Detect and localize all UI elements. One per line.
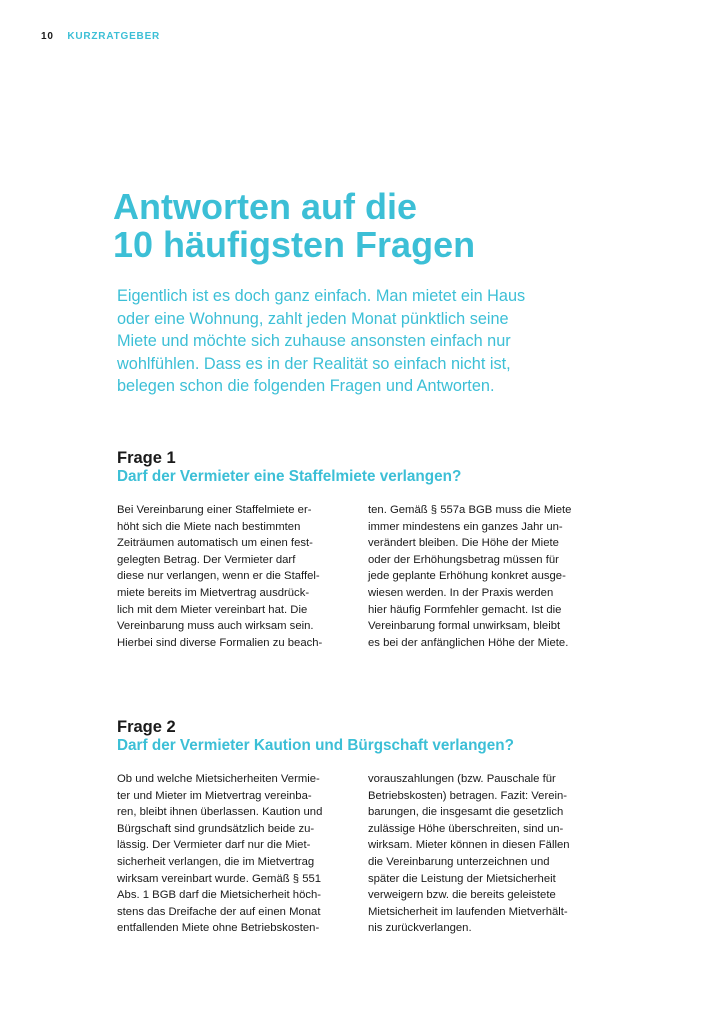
answer-line: es bei der anfänglichen Höhe der Miete. [368,636,569,649]
answer-line: Vereinbarung formal unwirksam, bleibt [368,620,561,633]
answer-line: zulässige Höhe überschreiten, sind un- [368,822,564,835]
answer-line: vorauszahlungen (bzw. Pauschale für [368,773,556,785]
answer-line: jede geplante Erhöhung konkret ausge- [368,570,566,583]
page-title-line: Antworten auf die [113,186,417,227]
answer-line: lich mit dem Mieter vereinbart hat. Die [117,603,308,616]
answer-line: Bürgschaft sind grundsätzlich beide zu- [117,822,315,835]
answer-line: später die Leistung der Mietsicherheit [368,872,556,885]
question-2-answer-column-left [117,771,353,937]
intro-paragraph [117,285,597,398]
running-header [41,31,160,42]
answer-line: immer mindestens ein ganzes Jahr un- [368,520,563,533]
answer-line: Abs. 1 BGB darf die Mietsicherheit höch- [117,889,322,902]
question-1-label: Frage 1 [117,449,176,467]
answer-line: lässig. Der Vermieter darf nur die Miet- [117,839,311,852]
answer-line: höht sich die Miete nach bestimmten [117,520,301,533]
answer-line: wiesen werden. In der Praxis werden [368,586,554,599]
answer-line: gelegten Betrag. Der Vermieter darf [117,553,296,566]
intro-line: Eigentlich ist es doch ganz einfach. Man mietet ein Haus [117,287,526,305]
answer-line: nis zurückverlangen. [368,922,472,935]
answer-line: wirksam vereinbart wurde. Gemäß § 551 [117,872,322,885]
answer-line: oder der Erhöhungsbetrag müssen für [368,553,559,566]
question-2-heading: Darf der Vermieter Kaution und Bürgschaft verlangen? [117,737,514,754]
answer-line: die Vereinbarung unterzeichnen und [368,855,550,868]
answer-line: Mietsicherheit im laufenden Mietverhält- [368,905,568,918]
page-title [113,188,673,264]
answer-line: Ob und welche Mietsicherheiten Vermie- [117,773,320,785]
answer-line: Vereinbarung muss auch wirksam sein. [117,620,314,633]
intro-line: belegen schon die folgenden Fragen und Antworten. [117,377,495,395]
answer-line: Betriebskosten) betragen. Fazit: Verein- [368,789,568,802]
answer-line: wirksam. Mieter können in diesen Fällen [368,839,570,852]
answer-line: hier häufig Formfehler gemacht. Ist die [368,603,562,616]
question-1-answer-column-left [117,502,353,651]
page-number: 10 [41,31,54,42]
intro-line: oder eine Wohnung, zahlt jeden Monat pünktlich seine [117,309,509,328]
answer-line: ren, bleibt ihnen überlassen. Kaution und [117,806,323,819]
answer-line: verändert bleiben. Die Höhe der Miete [368,537,559,550]
answer-line: barungen, die insgesamt die gesetzlich [368,806,564,819]
question-1-answer-column-right [368,502,604,651]
answer-line: stens das Dreifache der auf einen Monat [117,905,321,918]
answer-line: diese nur verlangen, wenn er die Staffel- [117,570,320,583]
answer-line: ten. Gemäß § 557a BGB muss die Miete [368,504,572,516]
answer-line: entfallenden Miete ohne Betriebskosten- [117,922,320,935]
question-2-answer-column-right [368,771,604,937]
answer-line: miete bereits im Mietvertrag ausdrück- [117,586,310,599]
answer-line: Hierbei sind diverse Formalien zu beach- [117,636,323,649]
answer-line: ter und Mieter im Mietvertrag vereinba- [117,789,312,802]
intro-line: wohlfühlen. Dass es in der Realität so einfach nicht ist, [117,354,511,373]
answer-line: Zeiträumen automatisch um einen fest- [117,537,313,550]
page-title-line: 10 häufigsten Fragen [113,224,476,265]
answer-line: Bei Vereinbarung einer Staffelmiete er- [117,504,312,516]
answer-line: verweigern bzw. die bereits geleistete [368,889,556,902]
intro-line: Miete und möchte sich zuhause ansonsten einfach nur [117,332,511,350]
question-2-label: Frage 2 [117,718,176,736]
running-title: KURZRATGEBER [67,31,161,42]
question-1-heading: Darf der Vermieter eine Staffelmiete verlangen? [117,468,462,485]
answer-line: sicherheit verlangen, die im Mietvertrag [117,855,315,868]
